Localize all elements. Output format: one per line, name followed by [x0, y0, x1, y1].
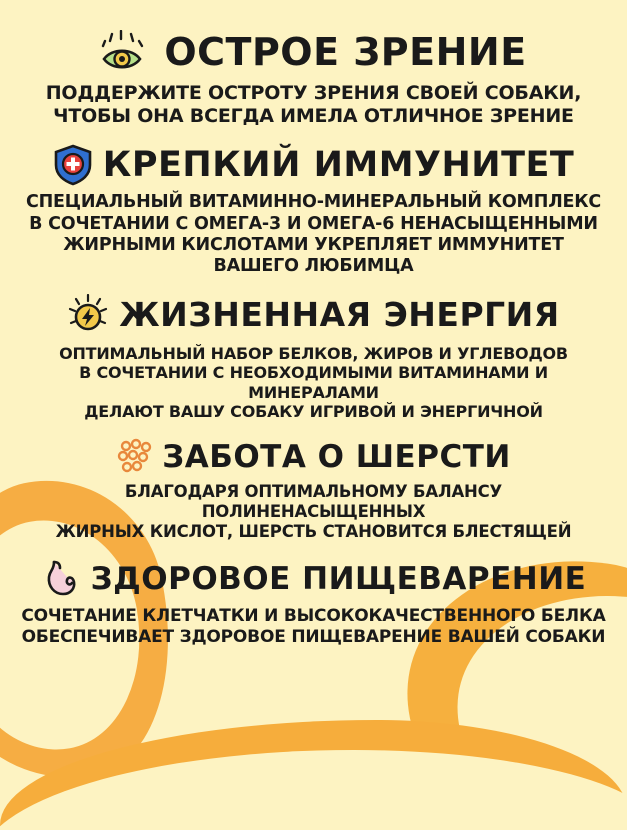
section-energy-line-2: В СОЧЕТАНИИ С НЕОБХОДИМЫМИ ВИТАМИНАМИ И МИНЕРАЛАМИ: [79, 363, 548, 402]
fur-texture-icon: [116, 438, 152, 476]
section-vision-heading: ОСТРОЕ ЗРЕНИЕ: [164, 30, 527, 75]
section-immunity-line-4: ВАШЕГО ЛЮБИМЦА: [213, 256, 414, 277]
section-energy-heading: ЖИЗНЕННАЯ ЭНЕРГИЯ: [119, 295, 560, 335]
section-immunity-heading: КРЕПКИЙ ИММУНИТЕТ: [102, 144, 575, 185]
section-digestion-heading-row: [14, 558, 613, 600]
energy-bolt-icon: [67, 294, 109, 338]
section-vision-line-2: ЧТОБЫ ОНА ВСЕГДА ИМЕЛА ОТЛИЧНОЕ ЗРЕНИЕ: [53, 105, 574, 128]
section-coat-heading-row: [14, 438, 613, 476]
section-energy-line-3: ДЕЛАЮТ ВАШУ СОБАКУ ИГРИВОЙ И ЭНЕРГИЧНОЙ: [84, 402, 543, 422]
section-digestion: [14, 558, 613, 647]
section-immunity-line-1: СПЕЦИАЛЬНЫЙ ВИТАМИННО-МИНЕРАЛЬНЫЙ КОМПЛЕКС: [25, 192, 602, 213]
section-coat-line-2: ЖИРНЫХ КИСЛОТ, ШЕРСТЬ СТАНОВИТСЯ БЛЕСТЯЩЕЙ: [55, 522, 572, 542]
eye-icon: [100, 30, 154, 76]
section-digestion-heading: ЗДОРОВОЕ ПИЩЕВАРЕНИЕ: [90, 560, 587, 597]
section-digestion-line-1: СОЧЕТАНИЕ КЛЕТЧАТКИ И ВЫСОКОКАЧЕСТВЕННОГО БЕЛКА: [21, 606, 606, 627]
section-energy-line-1: ОПТИМАЛЬНЫЙ НАБОР БЕЛКОВ, ЖИРОВ И УГЛЕВОДОВ: [59, 343, 568, 363]
section-immunity-line-3: ЖИРНЫМИ КИСЛОТАМИ УКРЕПЛЯЕТ ИММУНИТЕТ: [63, 235, 564, 256]
section-vision-line-1: ПОДДЕРЖИТЕ ОСТРОТУ ЗРЕНИЯ СВОЕЙ СОБАКИ,: [45, 82, 582, 104]
section-coat: [14, 438, 613, 542]
stomach-icon: [41, 558, 81, 600]
section-coat-heading: ЗАБОТА О ШЕРСТИ: [162, 438, 511, 475]
section-digestion-line-2: ОБЕСПЕЧИВАЕТ ЗДОРОВОЕ ПИЩЕВАРЕНИЕ ВАШЕЙ СОБАКИ: [21, 626, 606, 647]
section-vision: [14, 30, 613, 128]
section-immunity-line-2: В СОЧЕТАНИИ С ОМЕГА-3 И ОМЕГА-6 НЕНАСЫЩЕННЫМИ: [29, 213, 598, 234]
section-immunity-heading-row: [14, 144, 613, 186]
section-immunity: [14, 144, 613, 277]
shield-plus-icon: [53, 144, 93, 186]
section-energy-heading-row: [14, 294, 613, 338]
section-coat-line-1: БЛАГОДАРЯ ОПТИМАЛЬНОМУ БАЛАНСУ ПОЛИНЕНАСЫЩЕННЫХ: [124, 481, 503, 521]
section-vision-heading-row: [14, 30, 613, 76]
section-energy: [14, 294, 613, 422]
